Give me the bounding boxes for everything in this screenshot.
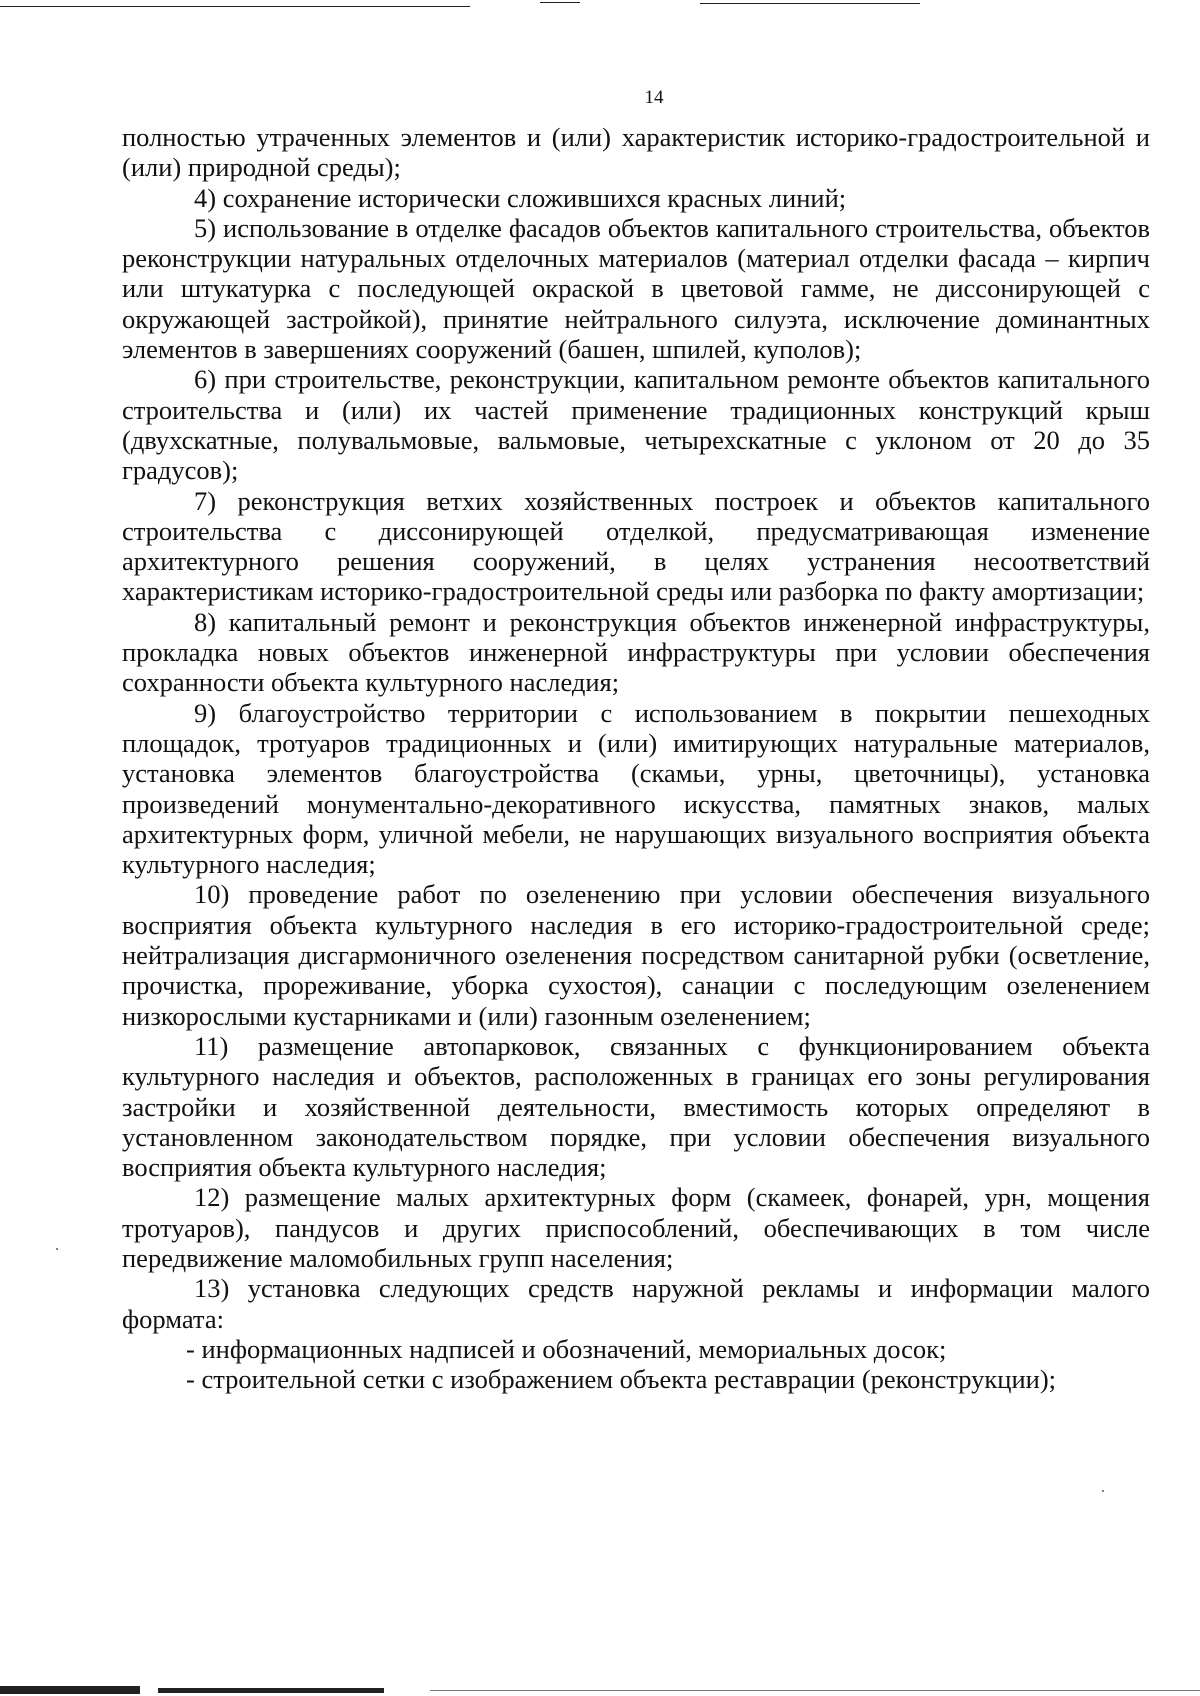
paragraph-item-13: 13) установка следующих средств наружной рекламы и информации малого формата: bbox=[122, 1273, 1150, 1334]
paragraph-item-10: 10) проведение работ по озеленению при условии обеспечения визуального восприятия объекта культурного наследия в его историко-градостроительной среде; нейтрализация дисгармоничного озеленения посредством санитарной рубки (осветление, прочистка, прореживание, уборка сухостоя), санации с последующим озеленением низкорослыми кустарниками и (или) газонным озеленением; bbox=[122, 879, 1150, 1031]
scan-speck bbox=[1102, 1490, 1104, 1492]
paragraph-item-9: 9) благоустройство территории с использованием в покрытии пешеходных площадок, тротуаров традиционных и (или) имитирующих натуральные материалов, установка элементов благоустройства (скамьи, урны, цветочницы), установка произведений монументально-декоративного искусства, памятных знаков, малых архитектурных форм, уличной мебели, не нарушающих визуального восприятия объекта культурного наследия; bbox=[122, 697, 1150, 880]
scan-edge-top bbox=[0, 0, 1200, 10]
paragraph-item-8: 8) капитальный ремонт и реконструкция объектов инженерной инфраструктуры, прокладка новых объектов инженерной инфраструктуры при условии обеспечения сохранности объекта культурного наследия; bbox=[122, 606, 1150, 698]
paragraph-continuation: полностью утраченных элементов и (или) характеристик историко-градостроительной и (или) природной среды); bbox=[122, 122, 1150, 183]
scan-speck bbox=[56, 1248, 58, 1250]
scan-edge-bottom bbox=[0, 1682, 1200, 1696]
document-page bbox=[122, 86, 1150, 1394]
paragraph-item-7: 7) реконструкция ветхих хозяйственных построек и объектов капитального строительства с диссонирующей отделкой, предусматривающая изменение архитектурного решения сооружений, в целях устранения несоответствий характеристикам историко-градостроительной среды или разборка по факту амортизации; bbox=[122, 485, 1150, 607]
paragraph-item-5: 5) использование в отделке фасадов объектов капитального строительства, объектов реконструкции натуральных отделочных материалов (материал отделки фасада – кирпич или штукатурка с последующей окраской в цветовой гамме, не диссонирующей с окружающей застройкой), принятие нейтрального силуэта, исключение доминантных элементов в завершениях сооружений (башен, шпилей, куполов); bbox=[122, 212, 1150, 365]
page-number: 14 bbox=[644, 87, 664, 108]
body-text bbox=[122, 122, 1150, 1394]
list-item-dash-1: - информационных надписей и обозначений, мемориальных досок; bbox=[186, 1333, 947, 1364]
paragraph-item-4: 4) сохранение исторически сложившихся красных линий; bbox=[194, 182, 847, 213]
paragraph-item-6: 6) при строительстве, реконструкции, капитальном ремонте объектов капитального строительства и (или) их частей применение традиционных конструкций крыш (двухскатные, полувальмовые, вальмовые, четырехскатные с уклоном от 20 до 35 градусов); bbox=[122, 364, 1150, 486]
list-item-dash-2: - строительной сетки с изображением объекта реставрации (реконструкции); bbox=[186, 1364, 1057, 1395]
paragraph-item-12: 12) размещение малых архитектурных форм (скамеек, фонарей, урн, мощения тротуаров), пандусов и других приспособлений, обеспечивающих в том числе передвижение маломобильных групп населения; bbox=[122, 1182, 1150, 1273]
paragraph-item-11: 11) размещение автопарковок, связанных с функционированием объекта культурного наследия и объектов, расположенных в границах его зоны регулирования застройки и хозяйственной деятельности, вместимость которых определяют в установленном законодательством порядке, при условии обеспечения визуального восприятия объекта культурного наследия; bbox=[122, 1030, 1150, 1183]
